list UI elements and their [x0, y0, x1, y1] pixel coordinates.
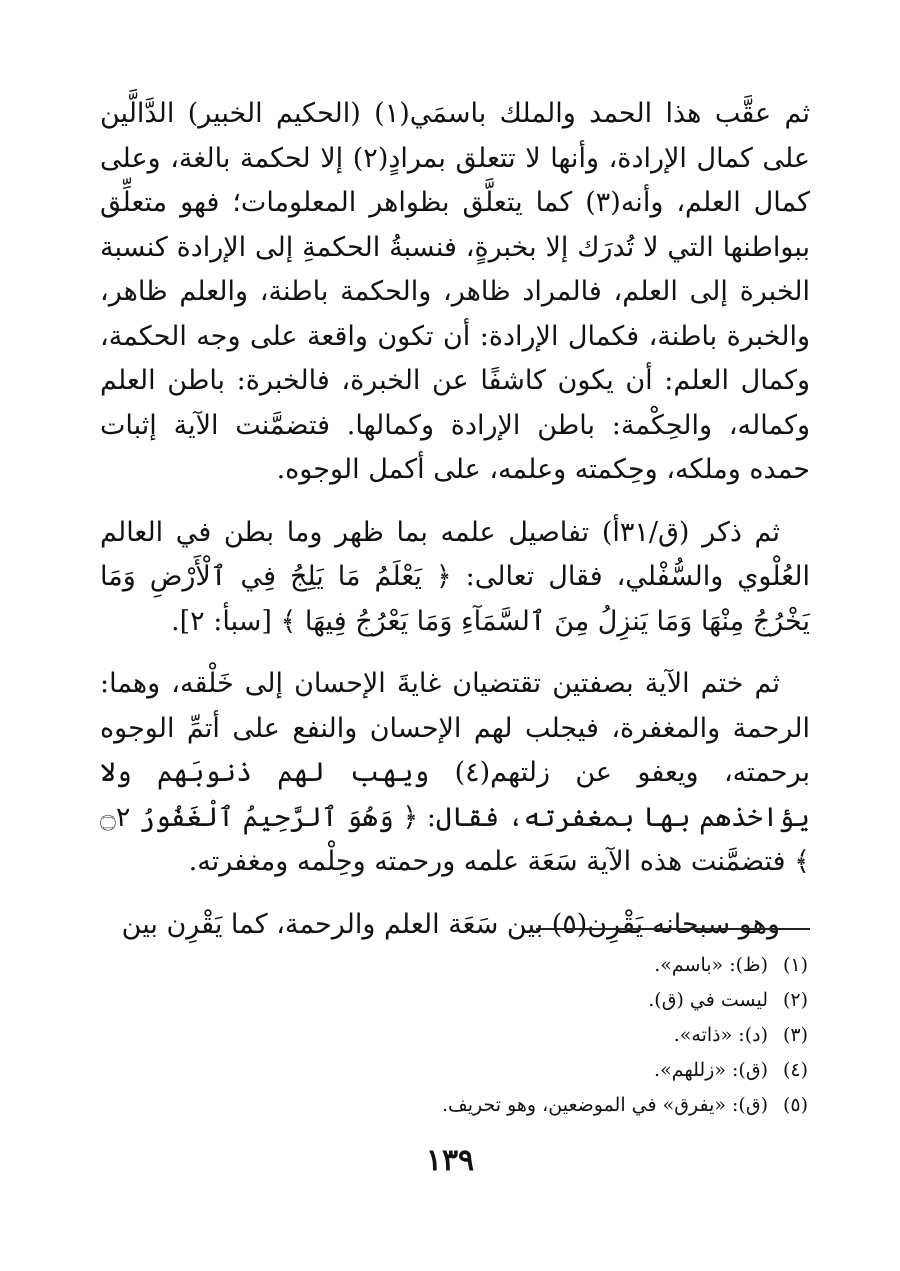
- footnote-number: (١): [782, 954, 808, 976]
- footnote-divider: [536, 928, 810, 930]
- footnote-text: ليست في (ق).: [648, 989, 768, 1011]
- footnotes-list: [88, 948, 808, 1123]
- page-number: ١٣٩: [425, 1143, 475, 1178]
- main-text: [100, 92, 810, 965]
- footnote-number: (٥): [782, 1094, 808, 1116]
- paragraph-1: ثم عقَّب هذا الحمد والملك باسمَي(١) (الحكيم الخبير) الدَّالَّين على كمال الإرادة، وأنها لا تتعلق بمرادٍ(٢) إلا لحكمة بالغة، وعلى كمال العلم، وأنه(٣) كما يتعلَّق بظواهر المعلومات؛ فهو متعلِّق ببواطنها التي لا تُدرَك إلا بخبرةٍ، فنسبةُ الحكمةِ إلى الإرادة كنسبة الخبرة إلى العلم، فالمراد ظاهر، والحكمة باطنة، والعلم ظاهر، والخبرة باطنة، فكمال الإرادة: أن تكون واقعة على وجه الحكمة، وكمال العلم: أن يكون كاشفًا عن الخبرة، فالخبرة: باطن العلم وكماله، والحِكْمة: باطن الإرادة وكمالها. فتضمَّنت الآية إثبات حمده وملكه، وحِكمته وعلمه، على أكمل الوجوه.: [100, 98, 811, 485]
- footnote-number: (٤): [782, 1059, 808, 1081]
- paragraph-3: ثم ختم الآية بصفتين تقتضيان غايةَ الإحسان إلى خَلْقه، وهما: الرحمة والمغفرة، فيجلب لهم الإحسان والنفع على أتمِّ الوجوه برحمته، ويعفو عن زلتهم(٤) ويهب لهم ذنوبَهم ولا يؤاخذهم بها بمغفرته، فقال: ﴿ وَهُوَ ٱلرَّحِيمُ ٱلْغَفُورُ ۝٢ ﴾ فتضمَّنت هذه الآية سَعَة علمه ورحمته وحِلْمه ومغفرته.: [100, 668, 810, 877]
- footnote-number: (٣): [782, 1024, 808, 1046]
- footnote-item: [88, 1088, 808, 1123]
- footnote-text: (د): «ذاته».: [673, 1024, 768, 1046]
- footnote-item: [88, 983, 808, 1018]
- footnote-item: [88, 948, 808, 983]
- footnote-text: (ق): «زللهم».: [654, 1059, 768, 1081]
- footnote-item: [88, 1018, 808, 1053]
- footnote-text: (ق): «يفرق» في الموضعين، وهو تحريف.: [442, 1094, 768, 1116]
- footnote-number: (٢): [782, 989, 808, 1011]
- footnote-item: [88, 1053, 808, 1088]
- paragraph-4: وهو سبحانه يَقْرِن(٥) بين سَعَة العلم والرحمة، كما يَقْرِن بين: [121, 908, 780, 940]
- footnote-text: (ظ): «باسم».: [654, 954, 768, 976]
- paragraph-2: ثم ذكر (ق/٣١أ) تفاصيل علمه بما ظهر وما بطن في العالم العُلْوي والسُّفْلي، فقال تعالى: ﴿ يَعْلَمُ مَا يَلِجُ فِي ٱلْأَرْضِ وَمَا يَخْرُجُ مِنْهَا وَمَا يَنزِلُ مِنَ ٱلسَّمَآءِ وَمَا يَعْرُجُ فِيهَا ﴾ [سبأ: ٢].: [100, 516, 810, 637]
